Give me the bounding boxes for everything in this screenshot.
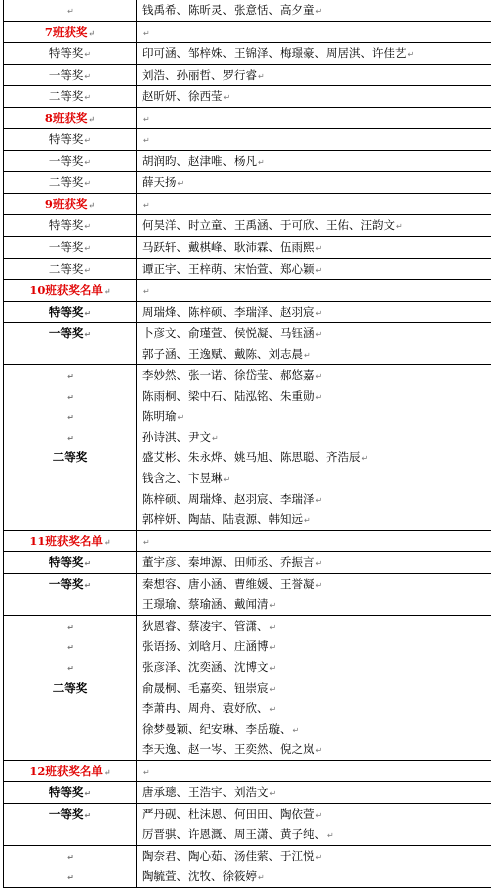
award-row [4, 615, 491, 760]
paragraph-mark-icon: ↵ [84, 559, 91, 568]
student-names: 谭正宇、王梓萌、宋怡萱、郑心颖 [142, 262, 315, 276]
award-level-text: 特等奖 [49, 555, 84, 569]
names-line [142, 215, 491, 236]
award-row [4, 782, 491, 804]
award-names-cell [137, 21, 491, 43]
label-line [4, 344, 136, 365]
award-level [4, 365, 137, 530]
paragraph-mark-icon: ↵ [408, 50, 415, 59]
names-line [142, 237, 491, 258]
paragraph-mark-icon: ↵ [143, 287, 150, 296]
student-names: 钱禹希、陈昕灵、张意恬、高夕童 [142, 3, 315, 17]
label-line [4, 489, 136, 510]
names-line [142, 824, 491, 845]
award-names-cell [137, 552, 491, 574]
label-line [4, 406, 136, 427]
names-line [142, 194, 491, 215]
names-line [142, 804, 491, 825]
names-line [142, 846, 491, 867]
section-row [4, 280, 491, 302]
award-names-cell [137, 237, 491, 259]
award-row [4, 365, 491, 530]
student-names: 盛艾彬、朱永烨、姚马旭、陈思聪、齐浩辰 [142, 450, 361, 464]
student-names: 陈梓硕、周瑞烽、赵羽宸、李瑞泽 [142, 492, 315, 506]
paragraph-mark-icon: ↵ [84, 309, 91, 318]
paragraph-mark-icon: ↵ [104, 286, 111, 296]
label-line [4, 616, 136, 637]
paragraph-mark-icon: ↵ [143, 29, 150, 38]
paragraph-mark-icon: ↵ [178, 179, 185, 188]
paragraph-mark-icon: ↵ [67, 7, 74, 16]
paragraph-mark-icon: ↵ [316, 496, 323, 505]
award-names-cell [137, 573, 491, 615]
award-level [4, 845, 137, 887]
paragraph-mark-icon: ↵ [143, 538, 150, 547]
names-line [142, 616, 491, 637]
award-level-text: 二等奖 [49, 262, 84, 276]
label-line [4, 0, 136, 21]
class-heading [4, 530, 137, 552]
award-level-text: 特等奖 [49, 785, 84, 799]
student-names: 陶毓萱、沈牧、徐筱婷 [142, 869, 257, 883]
paragraph-mark-icon: ↵ [316, 581, 323, 590]
award-names-cell [137, 0, 491, 21]
award-level [4, 86, 137, 108]
student-names: 赵昕妍、徐西莹 [142, 89, 223, 103]
label-line [4, 365, 136, 386]
names-line [142, 866, 491, 887]
paragraph-mark-icon: ↵ [88, 114, 95, 124]
paragraph-mark-icon: ↵ [67, 664, 74, 673]
class-heading [4, 760, 137, 782]
award-row [4, 301, 491, 323]
award-row [4, 172, 491, 194]
paragraph-mark-icon: ↵ [316, 853, 323, 862]
label-line [4, 302, 136, 323]
paragraph-mark-icon: ↵ [67, 643, 74, 652]
award-level [4, 150, 137, 172]
student-names: 陈雨桐、梁中石、陆泓铭、朱重勋 [142, 389, 315, 403]
paragraph-mark-icon: ↵ [293, 726, 300, 735]
label-line [4, 804, 136, 825]
award-names-cell [137, 150, 491, 172]
paragraph-mark-icon: ↵ [316, 746, 323, 755]
label-line [4, 552, 136, 573]
award-level [4, 552, 137, 574]
section-row [4, 760, 491, 782]
paragraph-mark-icon: ↵ [67, 372, 74, 381]
label-line [4, 636, 136, 657]
label-line [4, 509, 136, 530]
award-names-cell [137, 215, 491, 237]
paragraph-mark-icon: ↵ [84, 581, 91, 590]
paragraph-mark-icon: ↵ [270, 789, 277, 798]
award-level-text: 特等奖 [49, 46, 84, 60]
paragraph-mark-icon: ↵ [84, 93, 91, 102]
student-names: 郭梓妍、陶喆、陆袁源、韩知远 [142, 512, 303, 526]
class-heading-text: 12班获奖名单 [29, 764, 103, 778]
award-level [4, 782, 137, 804]
award-level-text: 一等奖 [49, 154, 84, 168]
paragraph-mark-icon: ↵ [224, 475, 231, 484]
names-line [142, 761, 491, 782]
names-line [142, 552, 491, 573]
award-names-cell [137, 193, 491, 215]
student-names: 董宇彦、秦坤源、田师丞、乔振言 [142, 555, 315, 569]
names-line [142, 594, 491, 615]
paragraph-mark-icon: ↵ [84, 136, 91, 145]
paragraph-mark-icon: ↵ [88, 28, 95, 38]
label-line [4, 678, 136, 699]
award-row [4, 258, 491, 280]
section-row [4, 193, 491, 215]
award-names-cell [137, 323, 491, 365]
names-line [142, 344, 491, 365]
label-line [4, 129, 136, 150]
student-names: 徐梦曼颖、纪安琳、李岳璇、 [142, 722, 292, 736]
award-names-cell [137, 803, 491, 845]
student-names: 俞晟桐、毛嘉奕、钮崇宸 [142, 681, 269, 695]
label-line [4, 86, 136, 107]
student-names: 厉晋骐、许恩溉、周王潇、黄子纯、 [142, 827, 326, 841]
names-line [142, 698, 491, 719]
names-line [142, 280, 491, 301]
names-line [142, 259, 491, 280]
class-heading [4, 193, 137, 215]
paragraph-mark-icon: ↵ [316, 330, 323, 339]
paragraph-mark-icon: ↵ [84, 179, 91, 188]
class-heading [4, 280, 137, 302]
paragraph-mark-icon: ↵ [84, 244, 91, 253]
student-names: 刘浩、孙丽哲、罗行睿 [142, 68, 257, 82]
class-heading-text: 7班获奖 [45, 25, 88, 39]
paragraph-mark-icon: ↵ [258, 873, 265, 882]
class-heading [4, 107, 137, 129]
award-level-text: 特等奖 [49, 132, 84, 146]
award-names-cell [137, 129, 491, 151]
paragraph-mark-icon: ↵ [84, 789, 91, 798]
line [4, 108, 136, 129]
label-line [4, 782, 136, 803]
student-names: 胡润昀、赵津唯、杨凡 [142, 154, 257, 168]
paragraph-mark-icon: ↵ [316, 244, 323, 253]
student-names: 李萧冉、周舟、袁妤欣、 [142, 701, 269, 715]
award-names-cell [137, 43, 491, 65]
student-names: 唐承璁、王浩宇、刘浩文 [142, 785, 269, 799]
paragraph-mark-icon: ↵ [316, 559, 323, 568]
label-line [4, 698, 136, 719]
award-level-text: 一等奖 [49, 68, 84, 82]
label-line [4, 215, 136, 236]
names-line [142, 65, 491, 86]
line [4, 194, 136, 215]
award-level-text: 特等奖 [49, 305, 84, 319]
paragraph-mark-icon: ↵ [84, 158, 91, 167]
names-line [142, 323, 491, 344]
award-row [4, 845, 491, 887]
label-line [4, 151, 136, 172]
label-line [4, 43, 136, 64]
award-level [4, 0, 137, 21]
label-line [4, 824, 136, 845]
paragraph-mark-icon: ↵ [88, 200, 95, 210]
award-row [4, 237, 491, 259]
award-names-cell [137, 301, 491, 323]
paragraph-mark-icon: ↵ [270, 623, 277, 632]
paragraph-mark-icon: ↵ [84, 330, 91, 339]
names-line [142, 678, 491, 699]
paragraph-mark-icon: ↵ [316, 309, 323, 318]
label-line [4, 574, 136, 595]
paragraph-mark-icon: ↵ [143, 201, 150, 210]
paragraph-mark-icon: ↵ [224, 93, 231, 102]
award-row [4, 323, 491, 365]
award-names-cell [137, 86, 491, 108]
names-line [142, 22, 491, 43]
award-level [4, 215, 137, 237]
names-line [142, 129, 491, 150]
names-line [142, 151, 491, 172]
section-row [4, 107, 491, 129]
paragraph-mark-icon: ↵ [178, 413, 185, 422]
award-names-cell [137, 258, 491, 280]
class-heading [4, 21, 137, 43]
award-row [4, 43, 491, 65]
names-line [142, 43, 491, 64]
names-line [142, 172, 491, 193]
class-heading-text: 10班获奖名单 [29, 283, 103, 297]
student-names: 马跃轩、戴棋峰、耿沛霖、伍雨熙 [142, 240, 315, 254]
award-row [4, 86, 491, 108]
award-names-cell [137, 64, 491, 86]
award-row [4, 0, 491, 21]
award-level [4, 323, 137, 365]
class-heading-text: 9班获奖 [45, 197, 88, 211]
label-line [4, 447, 136, 468]
class-heading-text: 11班获奖名单 [29, 534, 103, 548]
award-names-cell [137, 530, 491, 552]
award-level [4, 573, 137, 615]
award-names-cell [137, 782, 491, 804]
student-names: 卜彦文、俞瑾萱、侯悦凝、马钰涵 [142, 326, 315, 340]
award-row [4, 64, 491, 86]
paragraph-mark-icon: ↵ [104, 537, 111, 547]
paragraph-mark-icon: ↵ [316, 372, 323, 381]
label-line [4, 846, 136, 867]
label-line [4, 427, 136, 448]
award-level [4, 237, 137, 259]
award-names-cell [137, 172, 491, 194]
award-table [3, 0, 491, 888]
names-line [142, 739, 491, 760]
paragraph-mark-icon: ↵ [316, 7, 323, 16]
award-level-text: 一等奖 [49, 326, 84, 340]
line [4, 22, 136, 43]
label-line [4, 719, 136, 740]
student-names: 钱含之、卞昱琳 [142, 471, 223, 485]
student-names: 秦想容、唐小涵、曹维媛、王誉凝 [142, 577, 315, 591]
award-level-text: 一等奖 [49, 807, 84, 821]
names-line [142, 365, 491, 386]
paragraph-mark-icon: ↵ [84, 811, 91, 820]
class-heading-text: 8班获奖 [45, 111, 88, 125]
names-line [142, 0, 491, 21]
paragraph-mark-icon: ↵ [104, 767, 111, 777]
paragraph-mark-icon: ↵ [67, 873, 74, 882]
line [4, 531, 136, 552]
paragraph-mark-icon: ↵ [270, 705, 277, 714]
student-names: 王璟瑜、蔡瑜涵、戴闻清 [142, 597, 269, 611]
award-names-cell [137, 845, 491, 887]
names-line [142, 719, 491, 740]
section-row [4, 530, 491, 552]
award-level [4, 258, 137, 280]
paragraph-mark-icon: ↵ [143, 115, 150, 124]
student-names: 严丹砚、杜沫恩、何田田、陶依萱 [142, 807, 315, 821]
student-names: 陈明瑜 [142, 409, 177, 423]
student-names: 狄恩睿、蔡凌宇、管潇、 [142, 619, 269, 633]
names-line [142, 406, 491, 427]
award-names-cell [137, 107, 491, 129]
award-level [4, 172, 137, 194]
paragraph-mark-icon: ↵ [316, 393, 323, 402]
paragraph-mark-icon: ↵ [143, 136, 150, 145]
names-line [142, 386, 491, 407]
award-row [4, 803, 491, 845]
award-row [4, 215, 491, 237]
paragraph-mark-icon: ↵ [84, 50, 91, 59]
student-names: 孙诗淇、尹文 [142, 430, 211, 444]
award-level-text: 一等奖 [49, 240, 84, 254]
student-names: 李天逸、赵一岑、王奕然、倪之岚 [142, 742, 315, 756]
paragraph-mark-icon: ↵ [327, 831, 334, 840]
award-level [4, 129, 137, 151]
label-line [4, 657, 136, 678]
section-row [4, 21, 491, 43]
names-line [142, 489, 491, 510]
names-line [142, 86, 491, 107]
names-line [142, 509, 491, 530]
paragraph-mark-icon: ↵ [258, 72, 265, 81]
award-names-cell [137, 280, 491, 302]
names-line [142, 574, 491, 595]
paragraph-mark-icon: ↵ [316, 266, 323, 275]
names-line [142, 468, 491, 489]
paragraph-mark-icon: ↵ [270, 601, 277, 610]
student-names: 何昊洋、时立童、王禹涵、于可欣、王佑、汪韵文 [142, 218, 395, 232]
paragraph-mark-icon: ↵ [304, 516, 311, 525]
paragraph-mark-icon: ↵ [84, 222, 91, 231]
award-level-text: 二等奖 [53, 681, 88, 695]
student-names: 郭子涵、王逸赋、戴陈、刘志晨 [142, 347, 303, 361]
names-line [142, 302, 491, 323]
paragraph-mark-icon: ↵ [67, 413, 74, 422]
paragraph-mark-icon: ↵ [84, 72, 91, 81]
award-level [4, 64, 137, 86]
label-line [4, 172, 136, 193]
line [4, 280, 136, 301]
paragraph-mark-icon: ↵ [270, 685, 277, 694]
label-line [4, 468, 136, 489]
paragraph-mark-icon: ↵ [143, 768, 150, 777]
label-line [4, 237, 136, 258]
award-names-cell [137, 615, 491, 760]
label-line [4, 386, 136, 407]
names-line [142, 447, 491, 468]
paragraph-mark-icon: ↵ [304, 351, 311, 360]
award-level [4, 803, 137, 845]
award-row [4, 552, 491, 574]
paragraph-mark-icon: ↵ [396, 222, 403, 231]
names-line [142, 427, 491, 448]
student-names: 周瑞烽、陈梓硕、李瑞泽、赵羽宸 [142, 305, 315, 319]
award-level-text: 特等奖 [49, 218, 84, 232]
paragraph-mark-icon: ↵ [67, 853, 74, 862]
paragraph-mark-icon: ↵ [67, 434, 74, 443]
award-names-cell [137, 760, 491, 782]
award-level [4, 301, 137, 323]
names-line [142, 108, 491, 129]
label-line [4, 259, 136, 280]
award-level-text: 二等奖 [53, 450, 88, 464]
award-level-text: 一等奖 [49, 577, 84, 591]
label-line [4, 594, 136, 615]
award-level [4, 43, 137, 65]
label-line [4, 739, 136, 760]
paragraph-mark-icon: ↵ [270, 664, 277, 673]
line [4, 761, 136, 782]
label-line [4, 866, 136, 887]
award-names-cell [137, 365, 491, 530]
award-level-text: 二等奖 [49, 175, 84, 189]
student-names: 张语扬、刘晗月、庄涵博 [142, 639, 269, 653]
award-level [4, 615, 137, 760]
label-line [4, 323, 136, 344]
paragraph-mark-icon: ↵ [84, 266, 91, 275]
student-names: 张彦泽、沈奕涵、沈博文 [142, 660, 269, 674]
student-names: 李妙然、张一诺、徐岱莹、郝悠嘉 [142, 368, 315, 382]
student-names: 陶奈君、陶心茹、汤佳萦、于江悦 [142, 849, 315, 863]
paragraph-mark-icon: ↵ [67, 393, 74, 402]
names-line [142, 636, 491, 657]
paragraph-mark-icon: ↵ [316, 811, 323, 820]
names-line [142, 657, 491, 678]
names-line [142, 531, 491, 552]
paragraph-mark-icon: ↵ [212, 434, 219, 443]
student-names: 薛天扬 [142, 175, 177, 189]
paragraph-mark-icon: ↵ [67, 623, 74, 632]
student-names: 印可涵、邹梓姝、王锦泽、梅璟豪、周居淇、许佳艺 [142, 46, 407, 60]
names-line [142, 782, 491, 803]
award-table-body [4, 0, 491, 887]
award-level-text: 二等奖 [49, 89, 84, 103]
paragraph-mark-icon: ↵ [270, 643, 277, 652]
paragraph-mark-icon: ↵ [258, 158, 265, 167]
label-line [4, 65, 136, 86]
award-row [4, 129, 491, 151]
paragraph-mark-icon: ↵ [362, 454, 369, 463]
award-row [4, 150, 491, 172]
award-row [4, 573, 491, 615]
